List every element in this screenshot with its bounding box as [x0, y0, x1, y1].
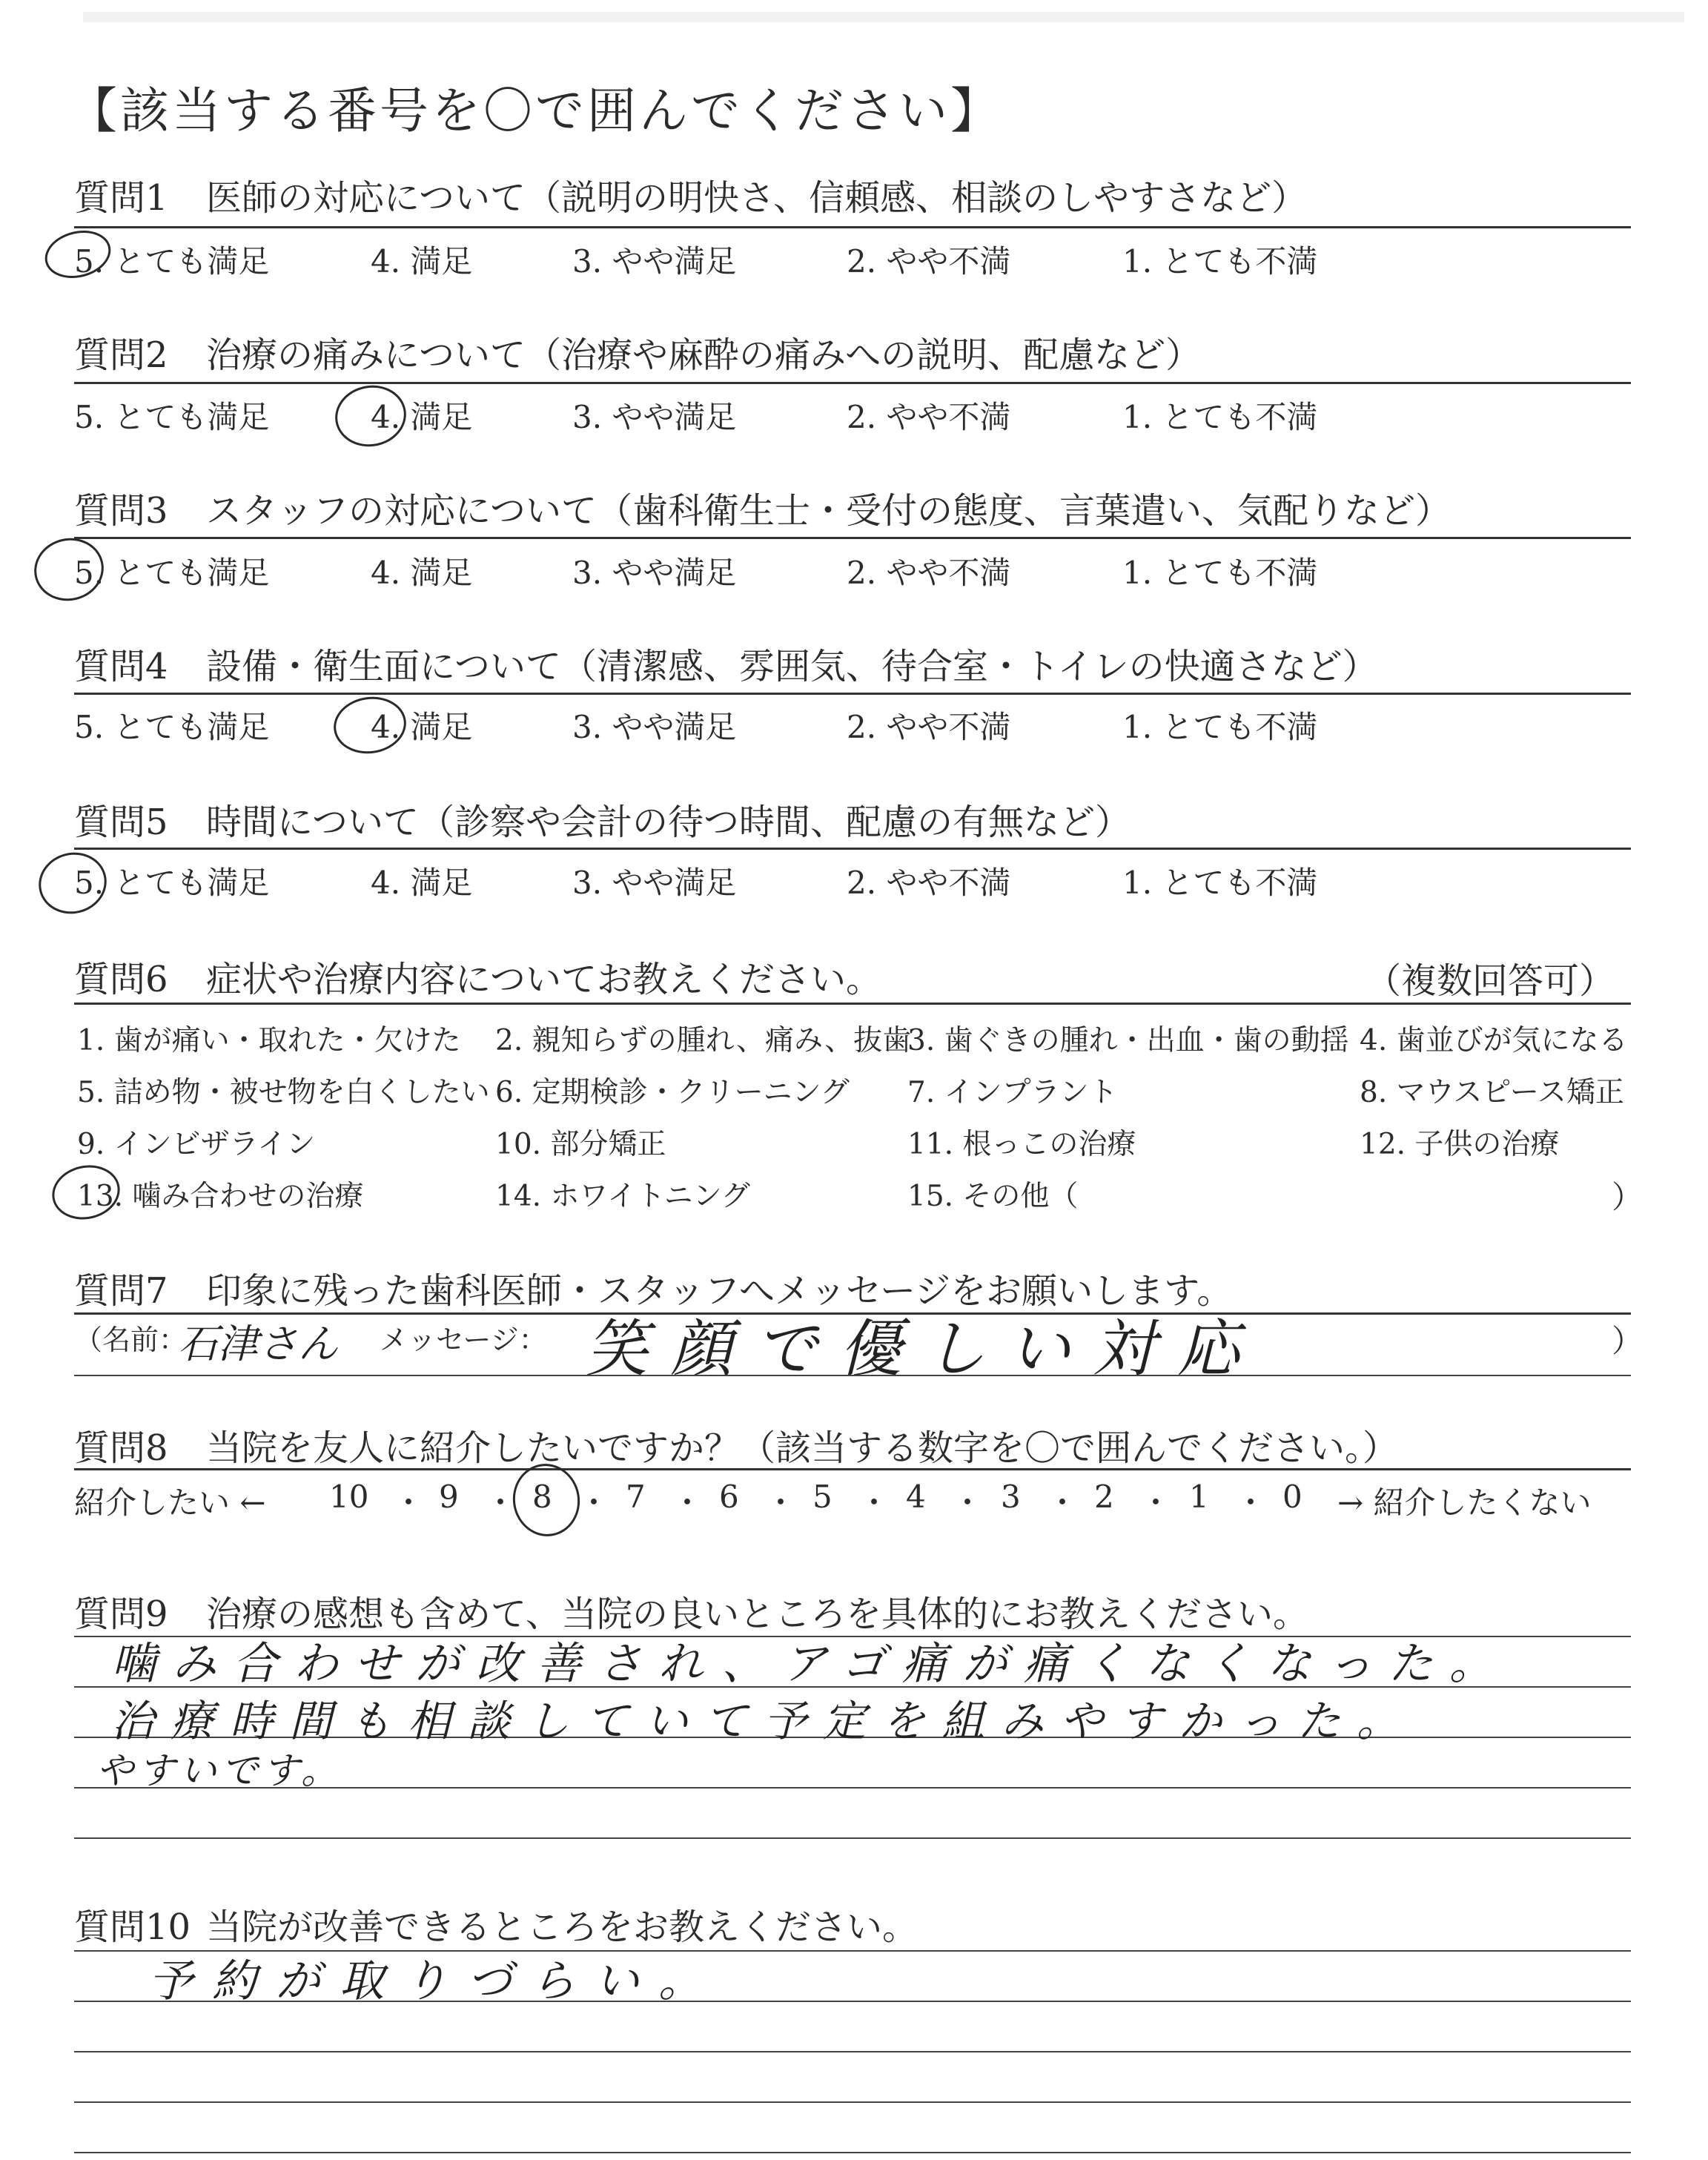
- selection-circle: [47, 1159, 125, 1226]
- question-4-title: [74, 638, 1378, 689]
- scale-separator: ・: [952, 1484, 984, 1521]
- scale-6[interactable]: 6: [719, 1479, 739, 1515]
- scale-separator: ・: [393, 1484, 425, 1521]
- question-1-title: [74, 169, 1307, 220]
- selection-circle: [507, 1459, 586, 1542]
- symptom-item[interactable]: 1. 歯が痛い・取れた・欠けた: [77, 1024, 461, 1057]
- option-5[interactable]: 5. とても満足: [74, 555, 270, 591]
- option-3[interactable]: 3. やや満足: [572, 243, 737, 280]
- scale-5[interactable]: 5: [812, 1479, 833, 1515]
- question-number: 質問9: [74, 1593, 168, 1635]
- option-1[interactable]: 1. とても不満: [1122, 555, 1318, 591]
- question-text: 医師の対応について（説明の明快さ、信頼感、相談のしやすさなど）: [206, 177, 1308, 219]
- q10-answer-line-1[interactable]: 予約が取りづらい。: [148, 1955, 722, 2007]
- question-4-rule: [74, 693, 1631, 695]
- symptom-item[interactable]: 6. 定期検診・クリーニング: [495, 1076, 850, 1109]
- question-number: 質問3: [74, 490, 168, 532]
- question-number: 質問6: [74, 959, 168, 1000]
- question-text: 治療の感想も含めて、当院の良いところを具体的にお教えください。: [206, 1593, 1309, 1635]
- answer-line: [74, 2101, 1631, 2103]
- option-3[interactable]: 3. やや満足: [572, 709, 737, 745]
- question-5-rule: [74, 848, 1631, 850]
- scale-7[interactable]: 7: [626, 1479, 646, 1515]
- option-2[interactable]: 2. やや不満: [847, 555, 1011, 591]
- selection-circle: [28, 532, 109, 607]
- question-number: 質問8: [74, 1427, 168, 1469]
- question-number: 質問5: [74, 802, 168, 843]
- question-text: スタッフの対応について（歯科衛生士・受付の態度、言葉遣い、気配りなど）: [206, 490, 1452, 532]
- scale-separator: ・: [578, 1484, 610, 1521]
- symptom-item[interactable]: 5. 詰め物・被せ物を白くしたい: [77, 1076, 490, 1109]
- question-number: 質問1: [74, 177, 168, 219]
- option-2[interactable]: 2. やや不満: [847, 865, 1011, 901]
- option-1[interactable]: 1. とても不満: [1122, 399, 1318, 435]
- scale-9[interactable]: 9: [439, 1479, 459, 1515]
- message-handwritten[interactable]: 笑顔で優しい対応: [586, 1312, 1262, 1385]
- question-text: 当院が改善できるところをお教えください。: [206, 1906, 918, 1948]
- option-3[interactable]: 3. やや満足: [572, 399, 737, 435]
- question-6-title: [74, 951, 881, 1002]
- message-label: メッセージ：: [380, 1324, 547, 1356]
- option-3[interactable]: 3. やや満足: [572, 865, 737, 901]
- symptom-item[interactable]: 7. インプラント: [907, 1076, 1118, 1109]
- q9-answer-line-1[interactable]: 噛み合わせが改善され、アゴ痛が痛くなくなった。: [111, 1638, 1510, 1690]
- scale-separator: ・: [765, 1484, 797, 1521]
- scale-separator: ・: [1235, 1484, 1267, 1521]
- scale-3[interactable]: 3: [1001, 1479, 1021, 1515]
- selection-circle: [330, 693, 410, 759]
- answer-line: [74, 2152, 1631, 2153]
- question-10-title: [74, 1898, 918, 1949]
- multiple-answer-note: （複数回答可）: [1366, 960, 1615, 1002]
- symptom-item[interactable]: 10. 部分矯正: [495, 1128, 666, 1161]
- option-1[interactable]: 1. とても不満: [1122, 709, 1318, 745]
- option-4[interactable]: 4. 満足: [371, 243, 473, 280]
- question-text: 印象に残った歯科医師・スタッフへメッセージをお願いします。: [206, 1270, 1233, 1312]
- option-4[interactable]: 4. 満足: [371, 399, 473, 435]
- question-3-title: [74, 482, 1451, 533]
- question-text: 時間について（診察や会計の待つ時間、配慮の有無など）: [206, 802, 1131, 843]
- scale-right-label: → 紹介したくない: [1337, 1484, 1592, 1521]
- scale-separator: ・: [485, 1484, 517, 1521]
- form-heading: 【該当する番号を〇で囲んでください】: [68, 82, 1002, 139]
- symptom-item[interactable]: 3. 歯ぐきの腫れ・出血・歯の動揺: [907, 1024, 1349, 1057]
- question-text: 症状や治療内容についてお教えください。: [206, 959, 882, 1000]
- symptom-item[interactable]: 4. 歯並びが気になる: [1360, 1024, 1628, 1057]
- symptom-item[interactable]: 2. 親知らずの腫れ、痛み、抜歯: [495, 1024, 912, 1057]
- option-5[interactable]: 5. とても満足: [74, 399, 270, 435]
- page-edge: [83, 12, 1684, 22]
- symptom-item[interactable]: 8. マウスピース矯正: [1360, 1076, 1624, 1109]
- scale-left-label: 紹介したい ←: [74, 1484, 266, 1521]
- symptom-item[interactable]: 11. 根っこの治療: [907, 1128, 1136, 1161]
- selection-circle: [331, 380, 411, 452]
- symptom-item[interactable]: 15. その他（: [907, 1180, 1079, 1213]
- question-text: 治療の痛みについて（治療や麻酔の痛みへの説明、配慮など）: [206, 334, 1202, 376]
- other-close-paren: ）: [1612, 1179, 1644, 1215]
- question-number: 質問7: [74, 1270, 168, 1312]
- scale-4[interactable]: 4: [906, 1479, 926, 1515]
- option-2[interactable]: 2. やや不満: [847, 399, 1011, 435]
- option-4[interactable]: 4. 満足: [371, 555, 473, 591]
- scale-separator: ・: [672, 1484, 704, 1521]
- q9-answer-line-2[interactable]: 治療時間も相談していて予定を組みやすかった。: [111, 1696, 1417, 1746]
- scale-8[interactable]: 8: [532, 1479, 552, 1515]
- scale-0[interactable]: 0: [1282, 1479, 1302, 1515]
- message-close-paren: ）: [1612, 1323, 1644, 1359]
- question-number: 質問2: [74, 334, 168, 376]
- question-8-rule: [74, 1468, 1631, 1470]
- q9-answer-line-3[interactable]: やすいです。: [96, 1749, 342, 1792]
- question-6-rule: [74, 1003, 1631, 1005]
- name-label: （名前：: [74, 1324, 188, 1356]
- option-5[interactable]: 5. とても満足: [74, 243, 270, 280]
- option-2[interactable]: 2. やや不満: [847, 243, 1011, 280]
- question-2-title: [74, 326, 1201, 377]
- option-2[interactable]: 2. やや不満: [847, 709, 1011, 745]
- scale-separator: ・: [858, 1484, 890, 1521]
- scale-separator: ・: [1047, 1484, 1079, 1521]
- name-handwritten[interactable]: 石津さん: [178, 1321, 338, 1367]
- symptom-item[interactable]: 12. 子供の治療: [1360, 1128, 1560, 1161]
- question-8-title: [74, 1419, 1398, 1470]
- question-number: 質問10: [74, 1906, 191, 1948]
- question-5-title: [74, 793, 1131, 845]
- option-5[interactable]: 5. とても満足: [74, 865, 270, 901]
- scale-separator: ・: [1140, 1484, 1172, 1521]
- question-7-underline: [74, 1375, 1631, 1376]
- symptom-item[interactable]: 9. インビザライン: [77, 1128, 316, 1161]
- option-4[interactable]: 4. 満足: [371, 709, 473, 745]
- answer-line: [74, 2051, 1631, 2052]
- selection-circle: [32, 845, 113, 921]
- question-text: 設備・衛生面について（清潔感、雰囲気、待合室・トイレの快適さなど）: [206, 646, 1378, 687]
- question-text: 当院を友人に紹介したいですか？（該当する数字を〇で囲んでください。）: [206, 1427, 1399, 1469]
- option-5[interactable]: 5. とても満足: [74, 709, 270, 745]
- symptom-item[interactable]: 13. 噛み合わせの治療: [77, 1180, 364, 1213]
- question-3-rule: [74, 537, 1631, 539]
- scale-2[interactable]: 2: [1094, 1479, 1114, 1515]
- symptom-item[interactable]: 14. ホワイトニング: [495, 1180, 750, 1213]
- answer-line: [74, 1837, 1631, 1839]
- question-2-rule: [74, 382, 1631, 384]
- scale-1[interactable]: 1: [1189, 1479, 1209, 1515]
- question-number: 質問4: [74, 646, 168, 687]
- scale-10[interactable]: 10: [329, 1479, 369, 1515]
- option-1[interactable]: 1. とても不満: [1122, 865, 1318, 901]
- option-1[interactable]: 1. とても不満: [1122, 243, 1318, 280]
- question-1-rule: [74, 226, 1631, 228]
- option-4[interactable]: 4. 満足: [371, 865, 473, 901]
- option-3[interactable]: 3. やや満足: [572, 555, 737, 591]
